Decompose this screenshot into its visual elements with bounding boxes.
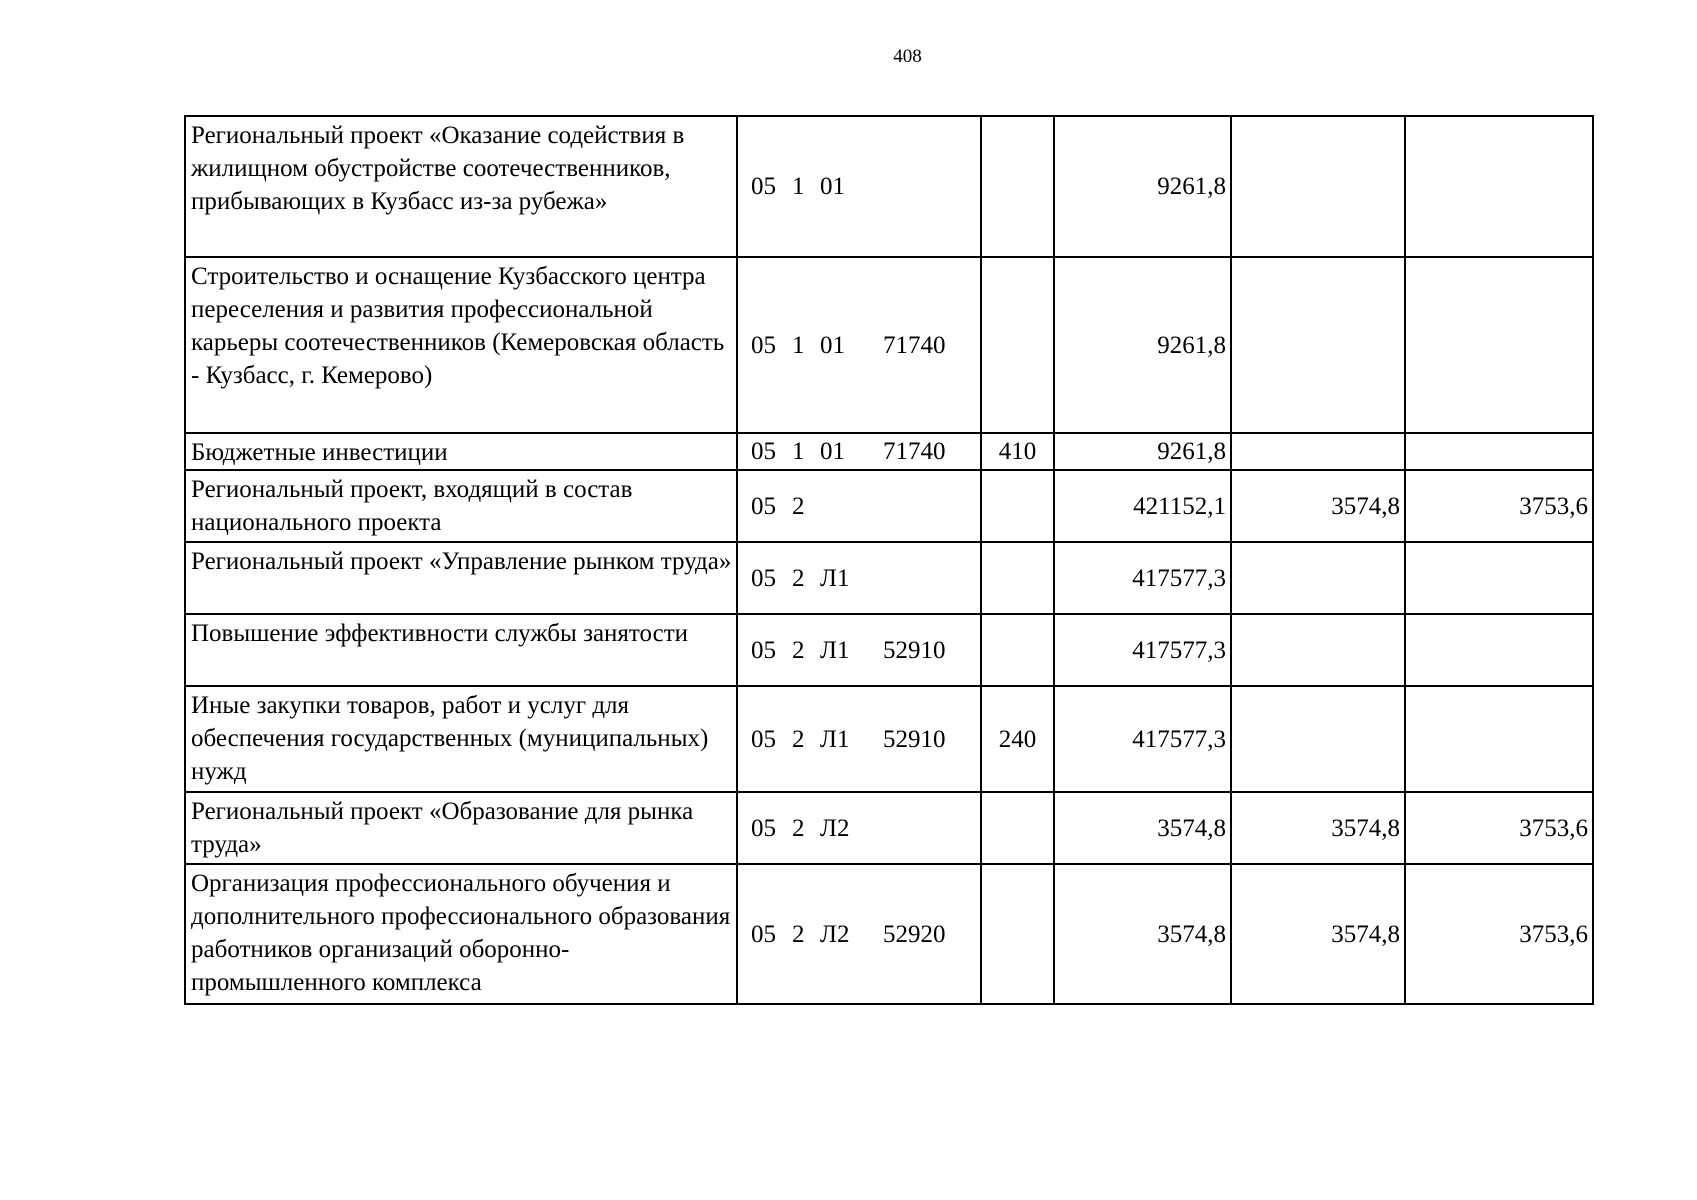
code-subprogram: 2 xyxy=(792,492,805,520)
amount-year-3 xyxy=(1405,433,1593,470)
amount-year-2 xyxy=(1231,686,1405,792)
table-row xyxy=(185,433,1593,470)
table-row xyxy=(185,864,1593,1004)
code-subprogram: 2 xyxy=(792,564,805,592)
code-direction: 71740 xyxy=(883,438,946,465)
row-name: Региональный проект, входящий в состав национального проекта xyxy=(185,470,737,542)
amount-year-1: 417577,3 xyxy=(1054,614,1231,686)
expense-type xyxy=(981,116,1054,257)
amount-year-2: 3574,8 xyxy=(1231,792,1405,864)
amount-year-2 xyxy=(1231,257,1405,433)
amount-year-3: 3753,6 xyxy=(1405,864,1593,1004)
code-direction: 71740 xyxy=(883,331,946,359)
table-row xyxy=(185,614,1593,686)
code-subprogram: 2 xyxy=(792,814,805,842)
row-name: Повышение эффективности службы занятости xyxy=(185,614,737,686)
code-program: 05 xyxy=(751,814,776,842)
code-subprogram: 2 xyxy=(792,920,805,948)
code-program: 05 xyxy=(751,920,776,948)
row-name: Иные закупки товаров, работ и услуг для обеспечения государственных (муниципальных) нужд xyxy=(185,686,737,792)
code-event: Л2 xyxy=(820,814,850,842)
table-row xyxy=(185,470,1593,542)
code-event: 01 xyxy=(820,331,845,359)
code-subprogram: 2 xyxy=(792,725,805,753)
code-event: Л1 xyxy=(820,564,850,592)
row-code xyxy=(737,542,981,614)
amount-year-1: 9261,8 xyxy=(1054,433,1231,470)
amount-year-1: 3574,8 xyxy=(1054,792,1231,864)
row-name: Региональный проект «Управление рынком труда» xyxy=(185,542,737,614)
expense-type: 410 xyxy=(981,433,1054,470)
expense-type xyxy=(981,792,1054,864)
amount-year-1: 417577,3 xyxy=(1054,686,1231,792)
code-direction: 52910 xyxy=(883,725,946,753)
code-direction: 52910 xyxy=(883,636,946,664)
code-event: Л1 xyxy=(820,725,850,753)
amount-year-2 xyxy=(1231,433,1405,470)
amount-year-2 xyxy=(1231,116,1405,257)
page-number: 408 xyxy=(893,46,922,67)
row-code xyxy=(737,864,981,1004)
row-code xyxy=(737,614,981,686)
code-subprogram: 1 xyxy=(792,173,805,200)
table-row xyxy=(185,542,1593,614)
code-program: 05 xyxy=(751,725,776,753)
code-subprogram: 1 xyxy=(792,331,805,359)
expense-type xyxy=(981,470,1054,542)
amount-year-3 xyxy=(1405,257,1593,433)
table-row xyxy=(185,116,1593,257)
row-code xyxy=(737,792,981,864)
row-code xyxy=(737,116,981,257)
expense-type xyxy=(981,864,1054,1004)
amount-year-3: 3753,6 xyxy=(1405,792,1593,864)
code-subprogram: 2 xyxy=(792,636,805,664)
code-program: 05 xyxy=(751,438,776,465)
code-program: 05 xyxy=(751,636,776,664)
row-name: Строительство и оснащение Кузбасского центра переселения и развития профессиональной карьеры соотечественников (Кемеровская область - Кузбасс, г. Кемерово) xyxy=(185,257,737,433)
expense-type xyxy=(981,542,1054,614)
amount-year-3: 3753,6 xyxy=(1405,470,1593,542)
amount-year-2: 3574,8 xyxy=(1231,470,1405,542)
row-code xyxy=(737,433,981,470)
row-code xyxy=(737,257,981,433)
amount-year-1: 417577,3 xyxy=(1054,542,1231,614)
amount-year-1: 3574,8 xyxy=(1054,864,1231,1004)
code-event: 01 xyxy=(820,173,845,200)
amount-year-1: 9261,8 xyxy=(1054,116,1231,257)
amount-year-3 xyxy=(1405,686,1593,792)
amount-year-3 xyxy=(1405,116,1593,257)
row-code xyxy=(737,470,981,542)
row-name: Организация профессионального обучения и дополнительного профессионального образования работников организаций оборонно-промышленного комплекса xyxy=(185,864,737,1004)
code-event: Л1 xyxy=(820,636,850,664)
table-row xyxy=(185,257,1593,433)
amount-year-1: 9261,8 xyxy=(1054,257,1231,433)
amount-year-2 xyxy=(1231,542,1405,614)
code-direction: 52920 xyxy=(883,920,946,948)
amount-year-1: 421152,1 xyxy=(1054,470,1231,542)
amount-year-3 xyxy=(1405,542,1593,614)
code-event: Л2 xyxy=(820,920,850,948)
code-program: 05 xyxy=(751,173,776,200)
code-program: 05 xyxy=(751,564,776,592)
expense-type: 240 xyxy=(981,686,1054,792)
row-name: Региональный проект «Оказание содействия в жилищном обустройстве соотечественников, прибывающих в Кузбасс из-за рубежа» xyxy=(185,116,737,257)
code-event: 01 xyxy=(820,438,845,465)
table-row xyxy=(185,686,1593,792)
row-name: Региональный проект «Образование для рынка труда» xyxy=(185,792,737,864)
row-name: Бюджетные инвестиции xyxy=(185,433,737,470)
amount-year-3 xyxy=(1405,614,1593,686)
code-program: 05 xyxy=(751,492,776,520)
row-code xyxy=(737,686,981,792)
budget-table xyxy=(184,115,1594,1005)
expense-type xyxy=(981,257,1054,433)
code-subprogram: 1 xyxy=(792,438,805,465)
expense-type xyxy=(981,614,1054,686)
code-program: 05 xyxy=(751,331,776,359)
amount-year-2: 3574,8 xyxy=(1231,864,1405,1004)
amount-year-2 xyxy=(1231,614,1405,686)
table-row xyxy=(185,792,1593,864)
